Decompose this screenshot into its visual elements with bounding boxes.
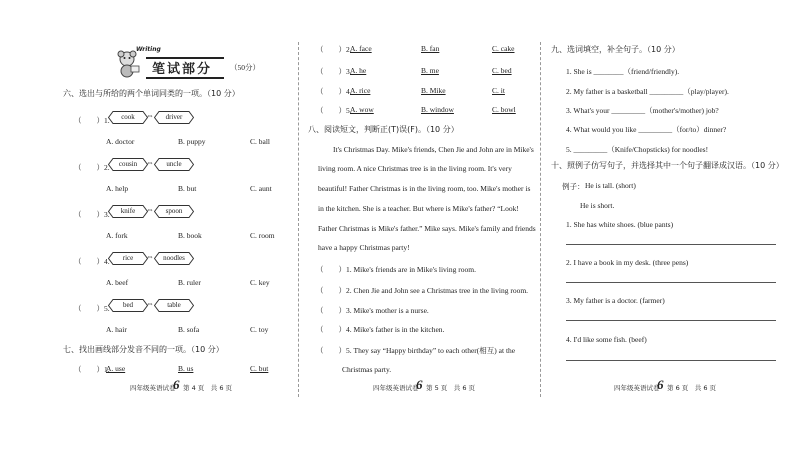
word-box	[154, 252, 194, 265]
option-a: A. fork	[106, 231, 128, 240]
footer-label: 四年级英语试卷	[130, 384, 176, 392]
footer-page: 第 5 页 共 6 页	[426, 384, 476, 392]
option-b: B. Mike	[421, 86, 446, 95]
option-a: A. help	[106, 184, 129, 193]
q9-sentence: 5. _________（Knife/Chopsticks) for noodles!	[566, 145, 709, 154]
footer-label: 四年级英语试卷	[614, 384, 660, 392]
q10-sentence: 1. She has white shoes. (blue pants)	[566, 220, 674, 229]
option-a: A. hair	[106, 325, 127, 334]
q8-header: 八、阅读短文，判断正(T)误(F)。（10 分）	[308, 125, 459, 134]
q10-sentence: 2. I have a book in my desk. (three pens)	[566, 258, 689, 267]
q6-item-number: （ ）4.	[74, 257, 110, 266]
q10-sentence: 4. I'd like some fish. (beef)	[566, 335, 647, 344]
word-label: spoon	[165, 207, 183, 215]
passage-line: in the kitchen. She is a teacher. But where is Mike's father? “Look!	[318, 204, 519, 213]
example-answer: He is short.	[580, 201, 615, 210]
word-label: bed	[122, 301, 134, 309]
arrow-icon: ⇔	[146, 158, 154, 167]
arrow-icon: ⇔	[146, 205, 154, 214]
word-box	[154, 299, 194, 312]
option-c: C. bed	[492, 66, 512, 75]
section-title: 笔试部分	[152, 62, 213, 77]
passage-line: have a happy Christmas party!	[318, 243, 410, 252]
passage-line: It's Christmas Day. Mike's friends, Chen Jie and John are in Mike's	[318, 145, 534, 154]
column-divider	[540, 42, 541, 397]
column-divider	[298, 42, 299, 397]
option-c: C. bowl	[492, 105, 516, 114]
passage-line: beautiful! Father Christmas is in the living room, too. Mike's mother is	[318, 184, 531, 193]
footer-page: 第 6 页 共 6 页	[667, 384, 717, 392]
arrow-icon: ⇔	[146, 252, 154, 261]
option-c: C. aunt	[250, 184, 272, 193]
option-b: B. but	[178, 184, 197, 193]
q9-sentence: 1. She is ________（friend/friendly).	[566, 67, 680, 76]
arrow-icon: ⇔	[146, 299, 154, 308]
word-box	[154, 205, 194, 218]
footer-label: 四年级英语试卷	[373, 384, 419, 392]
answer-line	[566, 360, 776, 361]
word-label: driver	[165, 113, 183, 121]
word-box	[154, 158, 194, 171]
footer-big-number: 6	[416, 377, 423, 392]
passage-line: living room. A nice Christmas tree is in the living room. It's very	[318, 164, 512, 173]
option-a: A. face	[350, 44, 372, 53]
option-b: B. window	[421, 105, 454, 114]
option-c: C. room	[250, 231, 275, 240]
option-a: A. use	[106, 364, 126, 373]
q10-sentence: 3. My father is a doctor. (farmer)	[566, 296, 665, 305]
option-c: C. ball	[250, 137, 270, 146]
q6-item-number: （ ）1.	[74, 116, 110, 125]
option-c: C. cake	[492, 44, 515, 53]
example-question: He is tall. (short)	[585, 181, 636, 190]
q9-header: 九、选词填空，补全句子。（10 分）	[551, 45, 680, 54]
q6-item-number: （ ）2.	[74, 163, 110, 172]
option-b: B. fan	[421, 44, 440, 53]
word-label: rice	[122, 254, 134, 262]
word-box	[154, 111, 194, 124]
q6-header: 六、选出与所给的两个单词同类的一项。（10 分）	[63, 89, 240, 98]
option-c: C. it	[492, 86, 505, 95]
option-a: A. rice	[350, 86, 371, 95]
q10-header: 十、照例子仿写句子，并选择其中一个句子翻译成汉语。（10 分）	[551, 161, 784, 170]
q7-item-number: （ ）3.	[316, 67, 352, 76]
q6-item-number: （ ）5.	[74, 304, 110, 313]
word-label: cook	[121, 113, 135, 121]
word-label: uncle	[166, 160, 182, 168]
q8-statement: （ ）2. Chen Jie and John see a Christmas tree in the living room.	[316, 286, 529, 295]
q6-item-number: （ ）3.	[74, 210, 110, 219]
q7-item-number: （ ）5.	[316, 106, 352, 115]
word-label: table	[167, 301, 181, 309]
q7-item-number: （ ）4.	[316, 87, 352, 96]
q8-statement: （ ）1. Mike's friends are in Mike's living room.	[316, 265, 476, 274]
word-label: knife	[120, 207, 136, 215]
word-box	[108, 158, 148, 171]
footer-big-number: 6	[173, 377, 180, 392]
option-a: A. beef	[106, 278, 129, 287]
option-c: C. but	[250, 364, 269, 373]
answer-line	[566, 244, 776, 245]
passage-line: Father Christmas is Mike's father.” Mike says. Mike's family and friends	[318, 224, 536, 233]
word-label: noodles	[163, 254, 185, 262]
q7-header: 七、找出画线部分发音不同的一项。（10 分）	[63, 345, 224, 354]
q7-item-number: （ ）1.	[74, 365, 110, 374]
option-b: B. me	[421, 66, 439, 75]
q8-statement: （ ）5. They say “Happy birthday” to each other(相互) at the	[316, 346, 516, 355]
option-b: B. sofa	[178, 325, 200, 334]
answer-line	[566, 282, 776, 283]
word-box	[108, 299, 148, 312]
footer-big-number: 6	[657, 377, 664, 392]
option-a: A. he	[350, 66, 367, 75]
option-b: B. book	[178, 231, 202, 240]
option-b: B. ruler	[178, 278, 201, 287]
option-b: B. puppy	[178, 137, 206, 146]
option-b: B. us	[178, 364, 194, 373]
answer-line	[566, 320, 776, 321]
word-label: cousin	[118, 160, 138, 168]
option-a: A. wow	[350, 105, 374, 114]
footer-page: 第 4 页 共 6 页	[183, 384, 233, 392]
section-score: （50分）	[230, 63, 260, 72]
example-label: 例子：	[562, 182, 585, 191]
option-c: C. key	[250, 278, 270, 287]
q9-sentence: 3. What's your _________（mother's/mother) job?	[566, 106, 719, 115]
writing-badge: Writing	[136, 46, 161, 53]
q8-statement: （ ）4. Mike's father is in the kitchen.	[316, 325, 445, 334]
option-c: C. toy	[250, 325, 269, 334]
arrow-icon: ⇔	[146, 111, 154, 120]
q8-statement-continued: Christmas party.	[342, 365, 392, 374]
word-box	[108, 205, 148, 218]
q9-sentence: 4. What would you like _________（for/to）dinner?	[566, 125, 727, 134]
q7-item-number: （ ）2.	[316, 45, 352, 54]
q8-statement: （ ）3. Mike's mother is a nurse.	[316, 306, 429, 315]
word-box	[108, 252, 148, 265]
option-a: A. doctor	[106, 137, 135, 146]
q9-sentence: 2. My father is a basketball _________（play/player).	[566, 87, 729, 96]
word-box	[108, 111, 148, 124]
